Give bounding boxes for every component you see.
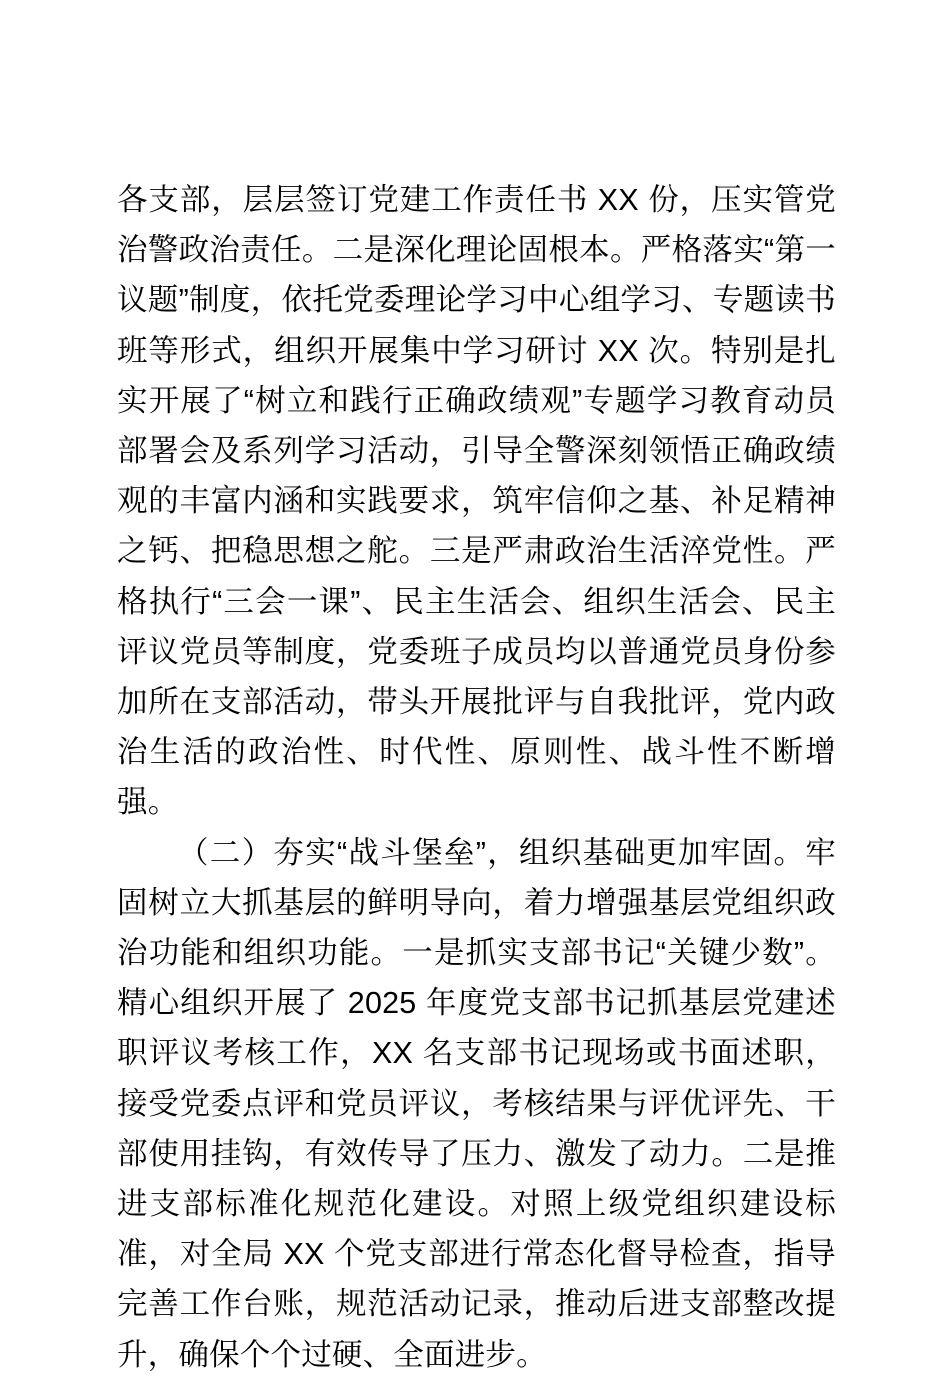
document-body (117, 175, 836, 1380)
paragraph-party-building-responsibility: 各支部，层层签订党建工作责任书 XX 份，压实管党治警政治责任。二是深化理论固根本。严格落实“第一议题”制度，依托党委理论学习中心组学习、专题读书班等形式，组织开展集中学习研讨 XX 次。特别是扎实开展了“树立和践行正确政绩观”专题学习教育动员部署会及系列学习活动，引导全警深刻领悟正确政绩观的丰富内涵和实践要求，筑牢信仰之基、补足精神之钙、把稳思想之舵。三是严肃政治生活淬党性。严格执行“三会一课”、民主生活会、组织生活会、民主评议党员等制度，党委班子成员均以普通党员身份参加所在支部活动，带头开展批评与自我批评，党内政治生活的政治性、时代性、原则性、战斗性不断增强。 (117, 183, 836, 820)
paragraph-section-two-battle-fortress: （二）夯实“战斗堡垒”，组织基础更加牢固。牢固树立大抓基层的鲜明导向，着力增强基层党组织政治功能和组织功能。一是抓实支部书记“关键少数”。精心组织开展了 2025 年度党支部书记抓基层党建述职评议考核工作，XX 名支部书记现场或书面述职，接受党委点评和党员评议，考核结果与评优评先、干部使用挂钩，有效传导了压力、激发了动力。二是推进支部标准化规范化建设。对照上级党组织建设标准，对全局 XX 个党支部进行常态化督导检查，指导完善工作台账，规范活动记录，推动后进支部整改提升，确保个个过硬、全面进步。 (117, 835, 836, 1372)
